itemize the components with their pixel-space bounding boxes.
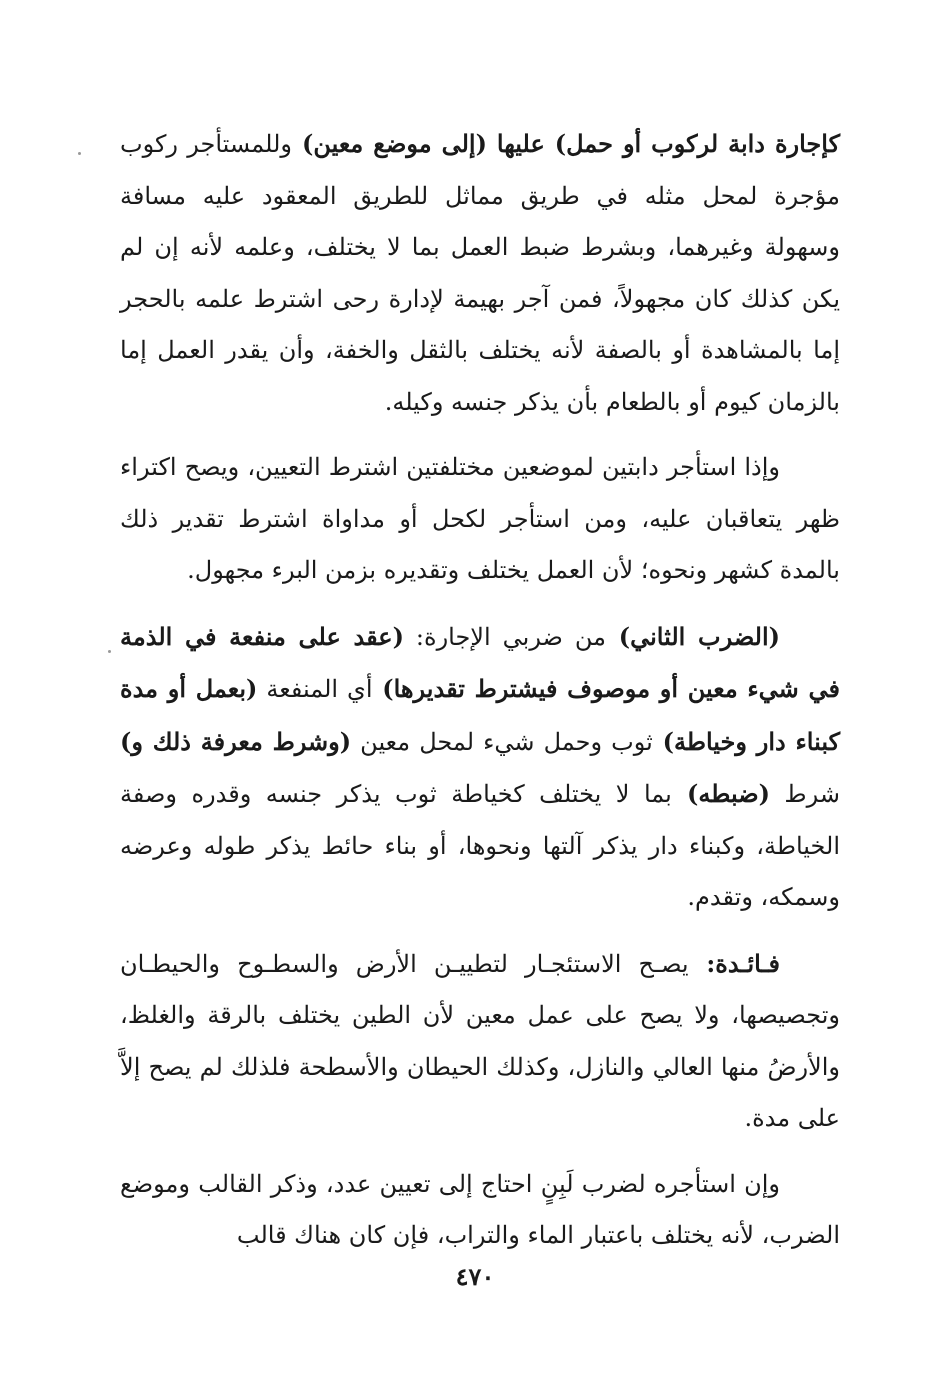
bold-span: (عقد على منفعة في الذمة في شيء معين أو موصوف فيشترط تقديرها) — [120, 621, 840, 703]
main-text — [120, 118, 840, 1276]
paragraph-4 — [120, 938, 840, 1145]
bold-span: (ضبطه) — [671, 779, 770, 808]
paragraph-1 — [120, 118, 840, 428]
bold-span: (وشرط معرفة ذلك و) — [120, 726, 352, 756]
text-span: بما لا يختلف كخياطة ثوب يذكر جنسه وقدره وصفة الخياطة، وكبناء دار يذكر آلتها ونحوها، أو بناء حائط يذكر طوله وعرضه وسمكه، وتقدم. — [120, 780, 841, 911]
paragraph-5 — [120, 1159, 840, 1262]
paragraph-2 — [120, 442, 840, 597]
text-span: وللمستأجر ركوب مؤجرة لمحل مثله في طريق مماثل للطريق المعقود عليه مسافة وسهولة وغيرهما، وبشرط ضبط العمل بما لا يختلف، وعلمه لأنه إن لم يكن كذلك كان مجهولاً، فمن آجر بهيمة لإدارة رحى اشترط علمه بالحجر إما بالمشاهدة أو بالصفة لأنه يختلف بالثقل والخفة، وأن يقدر العمل إما بالزمان كيوم أو بالطعام بأن يذكر جنسه وكيله. — [120, 130, 840, 416]
paragraph-3 — [120, 611, 840, 924]
bold-span: (الضرب الثاني) — [606, 621, 780, 651]
text-span: وإذا استأجر دابتين لموضعين مختلفتين اشترط التعيين، ويصح اكتراء ظهر يتعاقبان عليه، ومن استأجر لكحل أو مداواة اشترط تقدير ذلك بالمدة كشهر ونحوه؛ لأن العمل يختلف وتقديره بزمن البرء مجهول. — [120, 453, 840, 584]
page-number: ٤٧٠ — [455, 1262, 495, 1291]
bold-span: فـائـدة: — [688, 948, 780, 978]
text-span: ثوب وحمل شيء لمحل معين — [351, 727, 653, 756]
bold-span: (بعمل أو مدة كبناء دار وخياطة) — [120, 674, 840, 756]
scan-speck — [108, 650, 111, 653]
text-span: يصـح الاستئجـار لتطييـن الأرض والسطـوح والحيطـان وتجصيصها، ولا يصح على عمل معين لأن الطين يختلف بالرقة والغلظ، والأرضُ منها العالي والنازل، وكذلك الحيطان والأسطحة فلذلك لم يصح إلاَّ على مدة. — [120, 949, 840, 1132]
scan-speck — [78, 152, 81, 155]
text-span: شرط — [769, 780, 840, 808]
text-span: وإن استأجره لضرب لَبِنٍ احتاج إلى تعيين عدد، وذكر القالب وموضع الضرب، لأنه يختلف باعتبار الماء والتراب، فإن كان هناك قالب — [120, 1169, 840, 1249]
bold-span: كإجارة دابة لركوب أو حمل) عليها (إلى موضع معين) — [292, 129, 840, 158]
text-span: من ضربي الإجارة: — [403, 622, 607, 651]
text-span: أي المنفعة — [257, 675, 373, 703]
